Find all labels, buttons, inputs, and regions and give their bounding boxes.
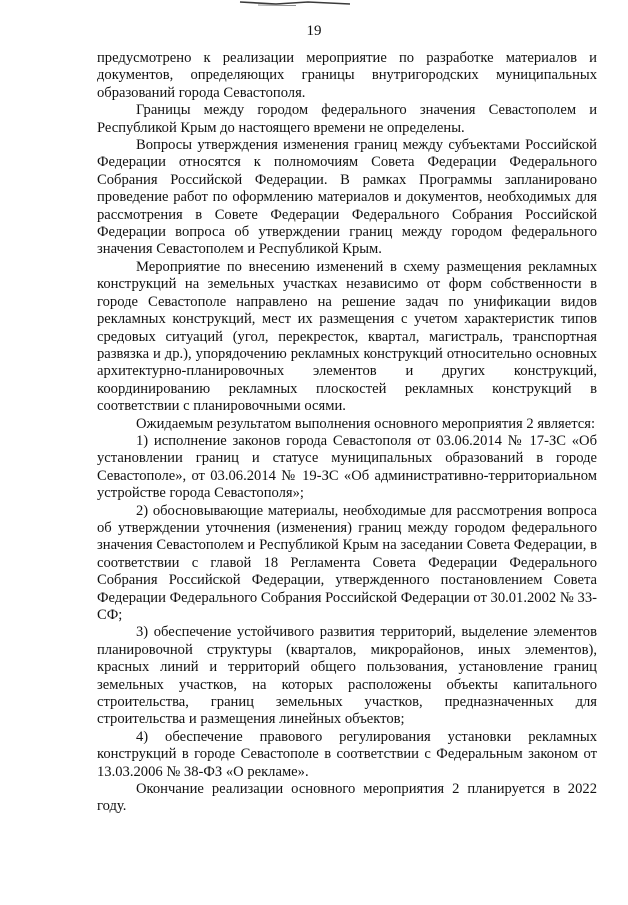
list-item-2: 2) обосновывающие материалы, необходимые для рассмотрения вопроса об утверждении уточнения (изменения) границ между городом федерального значения Севастополем и Республикой Крым на заседании Совета Федерации, в соответствии с главой 18 Регламента Совета Федерации Федерального Собрания Российской Федерации, утвержденного постановлением Совета Федерации Федерального Собрания Российской Федерации от 30.01.2002 № 33-СФ; bbox=[97, 502, 597, 623]
page-number: 19 bbox=[306, 23, 322, 39]
scan-artifact-mark bbox=[236, 0, 354, 7]
list-item-3: 3) обеспечение устойчивого развития территорий, выделение элементов планировочной структуры (кварталов, микрорайонов, иных элементов), красных линий и территорий общего пользования, установление границ земельных участков, на которых расположены объекты капитального строительства, границ земельных участков, предназначенных для строительства и размещения линейных объектов; bbox=[97, 624, 597, 728]
paragraph-2: Границы между городом федерального значения Севастополем и Республикой Крым до настоящего времени не определены. bbox=[97, 102, 597, 136]
document-body bbox=[97, 50, 597, 816]
paragraph-5: Ожидаемым результатом выполнения основного мероприятия 2 является: bbox=[136, 415, 596, 432]
paragraph-4: Мероприятие по внесению изменений в схему размещения рекламных конструкций на земельных участках независимо от форм собственности в городе Севастополе направлено на решение задач по унификации видов рекламных конструкций, мест их размещения с учетом характеристик типов средовых ситуаций (угол, перекресток, квартал, магистраль, транспортная развязка и др.), упорядочению рекламных конструкций относительно основных архитектурно-планировочных элементов и других конструкций, координированию рекламных плоскостей рекламных конструкций в соответствии с планировочными осями. bbox=[97, 258, 597, 415]
paragraph-1: предусмотрено к реализации мероприятие по разработке материалов и документов, определяющих границы внутригородских муниципальных образований города Севастополя. bbox=[97, 50, 597, 101]
paragraph-3: Вопросы утверждения изменения границ между субъектами Российской Федерации относятся к полномочиям Совета Федерации Федерального Собрания Российской Федерации. В рамках Программы запланировано проведение работ по оформлению материалов и документов, необходимых для рассмотрения в Совете Федерации Федерального Собрания Российской Федерации вопроса об утверждении границ между городом федерального значения Севастополем и Республикой Крым. bbox=[97, 137, 597, 258]
paragraph-closing: Окончание реализации основного мероприятия 2 планируется в 2022 году. bbox=[97, 781, 597, 815]
list-item-1: 1) исполнение законов города Севастополя от 03.06.2014 № 17-ЗС «Об установлении границ и статусе муниципальных образований в городе Севастополе», от 03.06.2014 № 19-ЗС «Об административно-территориальном устройстве города Севастополя»; bbox=[97, 432, 597, 502]
list-item-4: 4) обеспечение правового регулирования установки рекламных конструкций в городе Севастополе в соответствии с Федеральным законом от 13.03.2006 № 38-ФЗ «О рекламе». bbox=[97, 728, 597, 780]
